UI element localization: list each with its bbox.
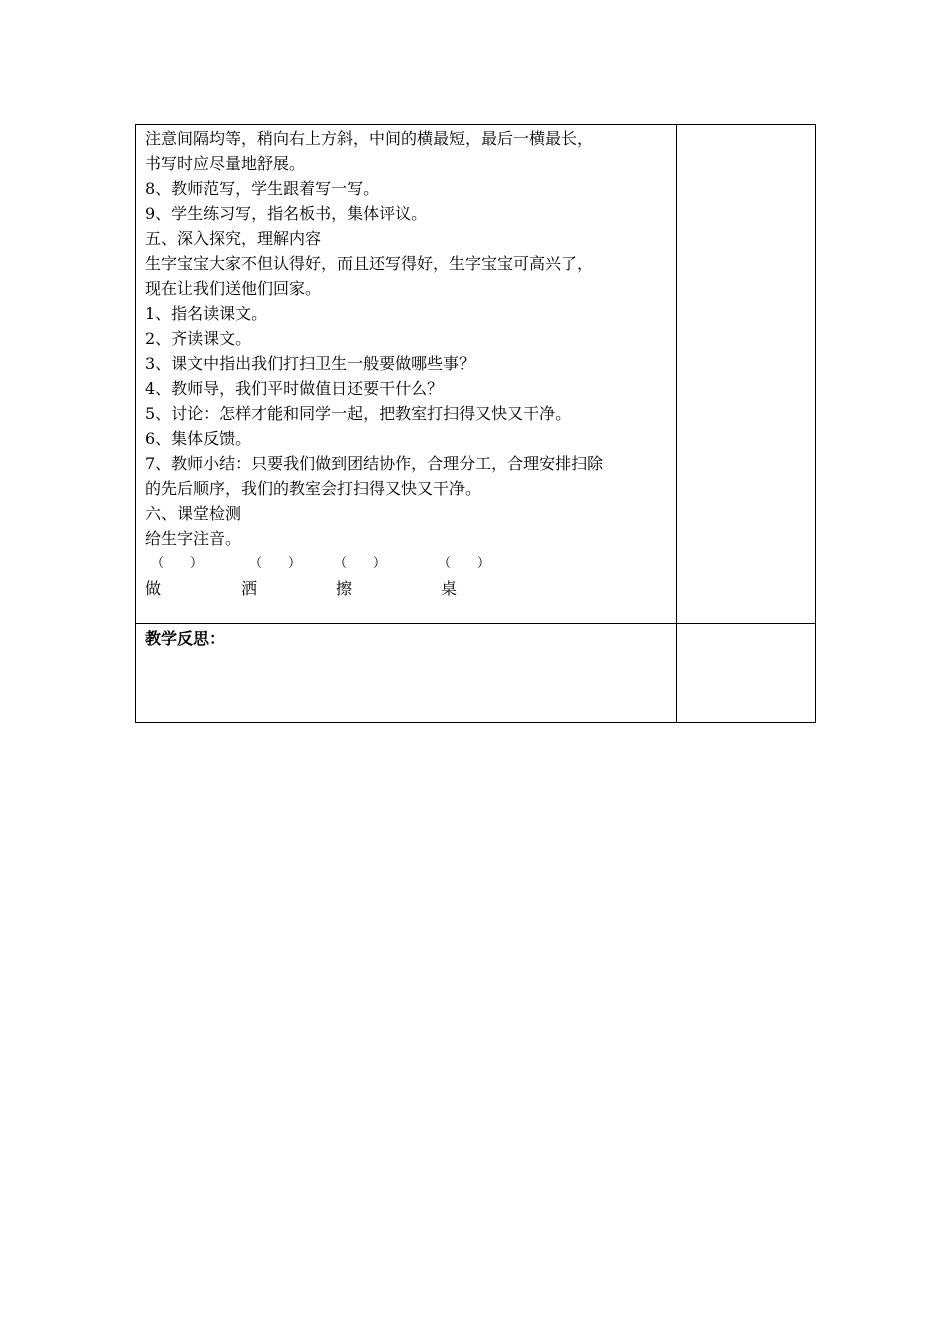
text-line: 8、教师范写，学生跟着写一写。 (145, 179, 380, 198)
character: 洒 (241, 579, 258, 598)
text-line: 注意间隔均等，稍向右上方斜，中间的横最短，最后一横最长， (145, 129, 594, 148)
content-row (136, 125, 816, 624)
pinyin-blank-row (145, 551, 668, 576)
pinyin-blank: （ ） (151, 556, 204, 571)
character: 擦 (336, 579, 353, 598)
character: 做 (145, 579, 162, 598)
text-line: 给生字注音。 (145, 529, 242, 548)
pinyin-blank: （ ） (438, 556, 491, 571)
text-line: 1、指名读课文。 (145, 304, 268, 323)
lesson-content (136, 125, 676, 601)
section-heading: 五、深入探究，理解内容 (145, 229, 322, 248)
text-line: 9、学生练习写，指名板书，集体评议。 (145, 204, 428, 223)
text-line: 5、讨论：怎样才能和同学一起，把教室打扫得又快又干净。 (145, 404, 572, 423)
side-notes-cell (676, 125, 815, 624)
character-row (145, 576, 668, 601)
text-line: 书写时应尽量地舒展。 (145, 154, 306, 173)
section-heading: 六、课堂检测 (145, 504, 242, 523)
text-line: 的先后顺序，我们的教室会打扫得又快又干净。 (145, 479, 482, 498)
text-line: 现在让我们送他们回家。 (145, 279, 322, 298)
reflection-side-cell (676, 624, 815, 723)
reflection-label: 教学反思： (145, 629, 226, 648)
reflection-row (136, 624, 816, 723)
pinyin-blank: （ ） (334, 556, 387, 571)
pinyin-blank: （ ） (249, 556, 302, 571)
text-line: 2、齐读课文。 (145, 329, 252, 348)
text-line: 7、教师小结：只要我们做到团结协作，合理分工，合理安排扫除 (145, 454, 604, 473)
character: 桌 (441, 579, 458, 598)
lesson-content-cell (136, 125, 677, 624)
lesson-plan-table (135, 124, 816, 723)
reflection-cell (136, 624, 677, 723)
text-line: 6、集体反馈。 (145, 429, 252, 448)
text-line: 生字宝宝大家不但认得好，而且还写得好，生字宝宝可高兴了， (145, 254, 594, 273)
text-line: 4、教师导，我们平时做值日还要干什么？ (145, 379, 444, 398)
text-line: 3、课文中指出我们打扫卫生一般要做哪些事？ (145, 354, 476, 373)
